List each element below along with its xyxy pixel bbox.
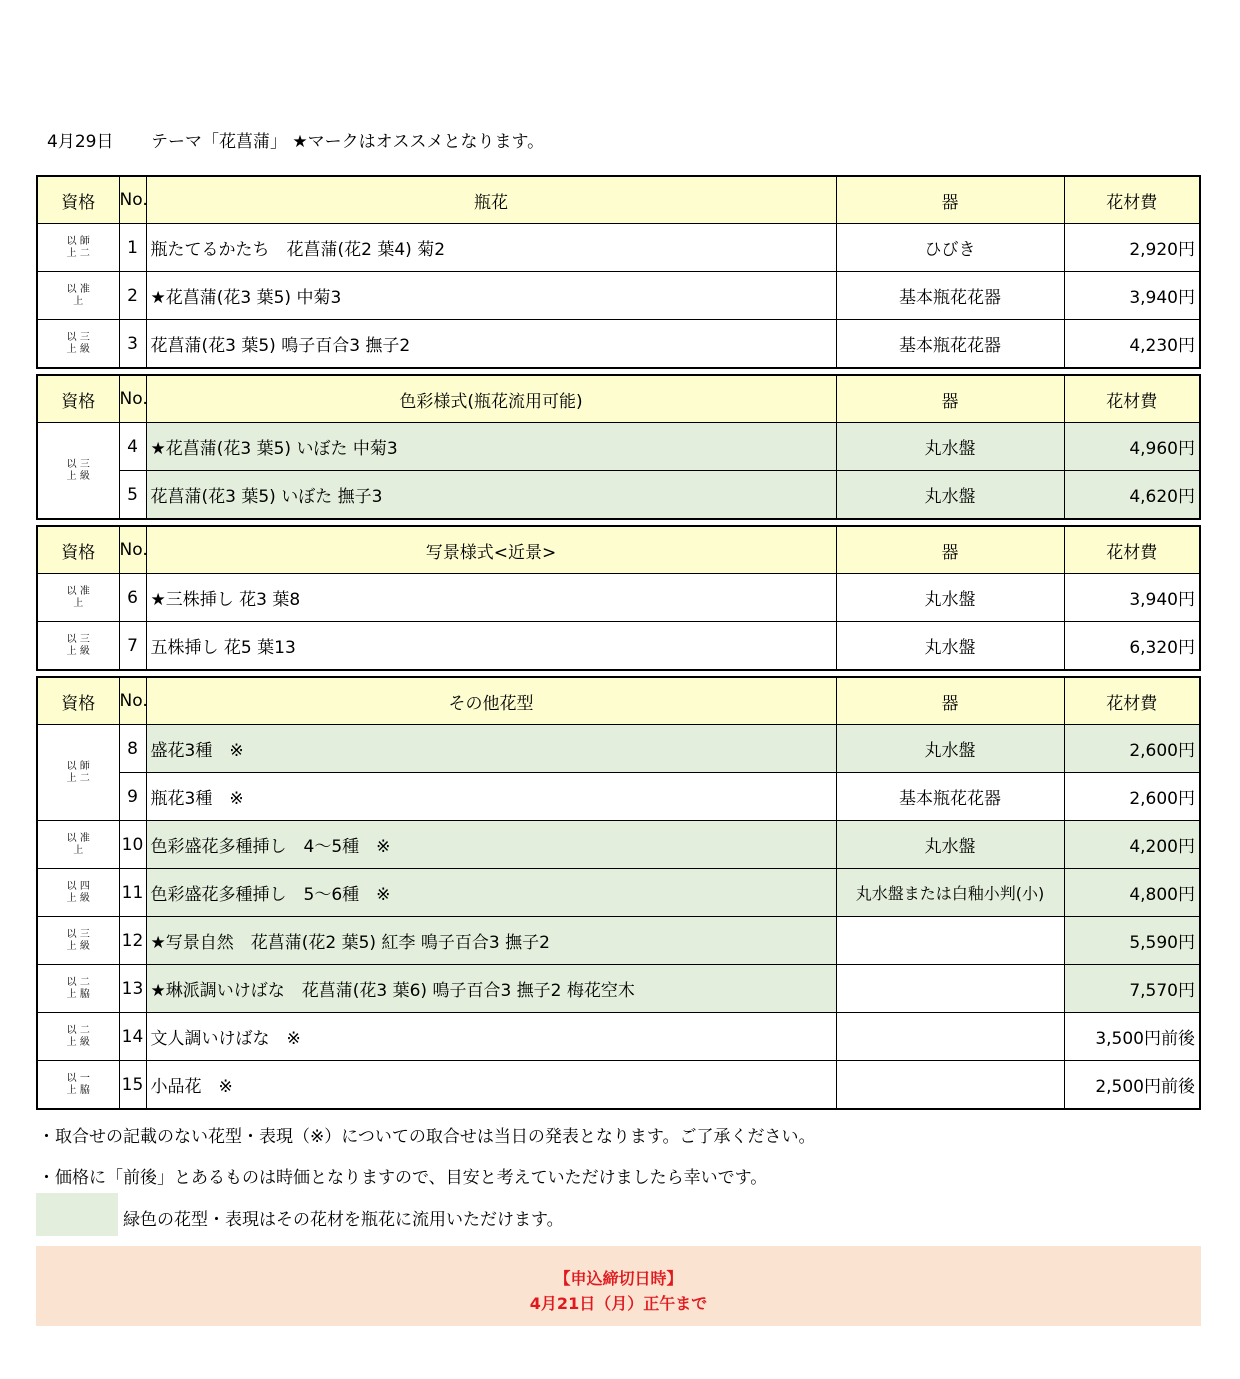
qualification-header: 資格	[37, 677, 119, 725]
row-number: 4	[119, 423, 146, 471]
row-number: 11	[119, 869, 146, 917]
section-header-row	[37, 677, 1200, 725]
row-number: 15	[119, 1061, 146, 1110]
deadline-box	[36, 1246, 1201, 1326]
qualification-line: 以 二	[66, 1024, 90, 1036]
table-row	[37, 272, 1200, 320]
row-number: 2	[119, 272, 146, 320]
flower-description: 盛花3種 ※	[146, 725, 836, 773]
section-title: 写景様式<近景>	[146, 526, 836, 574]
table-row	[37, 1013, 1200, 1061]
flower-description: ★花菖蒲(花3 葉5) 中菊3	[146, 272, 836, 320]
no-header: No.	[119, 677, 146, 725]
deadline-date: 4月21日（月）正午まで	[529, 1294, 708, 1313]
no-header: No.	[119, 176, 146, 224]
cost-header: 花材費	[1064, 677, 1200, 725]
cost-cell: 5,590円	[1064, 917, 1200, 965]
qualification-line: 以 二	[66, 976, 90, 988]
qualification-cell	[37, 320, 119, 369]
qualification-cell	[37, 622, 119, 671]
flower-description: ★三株挿し 花3 葉8	[146, 574, 836, 622]
cost-cell: 3,940円	[1064, 272, 1200, 320]
table-row	[37, 917, 1200, 965]
flower-description: 色彩盛花多種挿し 4～5種 ※	[146, 821, 836, 869]
cost-header: 花材費	[1064, 176, 1200, 224]
qualification-line: 以 師	[66, 760, 90, 772]
qualification-line: 上	[73, 597, 84, 609]
qualification-line: 上 級	[66, 645, 90, 657]
deadline-title: 【申込締切日時】	[554, 1269, 683, 1288]
legend-text: 緑色の花型・表現はその花材を瓶花に流用いただけます。	[123, 1210, 564, 1230]
vessel-cell	[836, 1013, 1064, 1061]
table-row	[37, 574, 1200, 622]
qualification-cell	[37, 1013, 119, 1061]
cost-header: 花材費	[1064, 375, 1200, 423]
section-title: その他花型	[146, 677, 836, 725]
section-table	[36, 175, 1201, 369]
flower-description: 花菖蒲(花3 葉5) いぼた 撫子3	[146, 471, 836, 520]
table-row	[37, 869, 1200, 917]
note-2: ・価格に「前後」とあるものは時価となりますので、目安と考えていただけましたら幸いです。	[38, 1168, 768, 1188]
qualification-cell	[37, 869, 119, 917]
qualification-line: 以 師	[66, 235, 90, 247]
vessel-header: 器	[836, 375, 1064, 423]
table-row	[37, 622, 1200, 671]
qualification-line: 以 四	[66, 880, 90, 892]
flower-description: ★琳派調いけばな 花菖蒲(花3 葉6) 鳴子百合3 撫子2 梅花空木	[146, 965, 836, 1013]
qualification-cell	[37, 1061, 119, 1110]
cost-cell: 3,940円	[1064, 574, 1200, 622]
table-row	[37, 773, 1200, 821]
qualification-cell	[37, 917, 119, 965]
flower-description: ★写景自然 花菖蒲(花2 葉5) 紅李 鳴子百合3 撫子2	[146, 917, 836, 965]
qualification-header: 資格	[37, 176, 119, 224]
note-1: ・取合せの記載のない花型・表現（※）についての取合せは当日の発表となります。ご了承ください。	[38, 1127, 816, 1147]
section-table	[36, 676, 1201, 1110]
section-header-row	[37, 375, 1200, 423]
no-header: No.	[119, 375, 146, 423]
qualification-cell	[37, 272, 119, 320]
table-row	[37, 965, 1200, 1013]
qualification-line: 以 准	[66, 832, 90, 844]
qualification-cell	[37, 574, 119, 622]
no-header: No.	[119, 526, 146, 574]
flower-description: 瓶花3種 ※	[146, 773, 836, 821]
table-row	[37, 471, 1200, 520]
qualification-line: 上 級	[66, 892, 90, 904]
qualification-line: 上 級	[66, 343, 90, 355]
table-row	[37, 1061, 1200, 1110]
table-row	[37, 821, 1200, 869]
vessel-cell: ひびき	[836, 224, 1064, 272]
row-number: 7	[119, 622, 146, 671]
flower-description: 文人調いけばな ※	[146, 1013, 836, 1061]
flower-description: 色彩盛花多種挿し 5～6種 ※	[146, 869, 836, 917]
qualification-line: 上	[73, 295, 84, 307]
legend-swatch	[36, 1193, 118, 1236]
vessel-cell: 基本瓶花花器	[836, 320, 1064, 369]
qualification-line: 上 二	[66, 247, 90, 259]
qualification-header: 資格	[37, 526, 119, 574]
qualification-cell	[37, 423, 119, 520]
cost-cell: 4,800円	[1064, 869, 1200, 917]
page-header	[47, 127, 544, 152]
cost-cell: 4,230円	[1064, 320, 1200, 369]
row-number: 8	[119, 725, 146, 773]
theme-text: テーマ「花菖蒲」 ★マークはオススメとなります。	[151, 132, 545, 152]
vessel-cell	[836, 1061, 1064, 1110]
qualification-line: 以 三	[66, 928, 90, 940]
qualification-line: 上 級	[66, 470, 90, 482]
cost-header: 花材費	[1064, 526, 1200, 574]
cost-cell: 2,500円前後	[1064, 1061, 1200, 1110]
cost-cell: 2,600円	[1064, 773, 1200, 821]
vessel-cell: 丸水盤	[836, 423, 1064, 471]
vessel-header: 器	[836, 526, 1064, 574]
vessel-cell	[836, 917, 1064, 965]
qualification-line: 上	[73, 844, 84, 856]
qualification-line: 上 級	[66, 940, 90, 952]
table-row	[37, 423, 1200, 471]
section-table	[36, 525, 1201, 671]
section-title: 色彩様式(瓶花流用可能)	[146, 375, 836, 423]
qualification-line: 上 脇	[66, 988, 90, 1000]
table-row	[37, 320, 1200, 369]
qualification-cell	[37, 965, 119, 1013]
row-number: 6	[119, 574, 146, 622]
vessel-cell: 丸水盤	[836, 471, 1064, 520]
vessel-cell: 丸水盤	[836, 725, 1064, 773]
row-number: 3	[119, 320, 146, 369]
table-row	[37, 725, 1200, 773]
qualification-line: 上 級	[66, 1036, 90, 1048]
event-date: 4月29日	[47, 132, 114, 152]
vessel-cell: 基本瓶花花器	[836, 272, 1064, 320]
qualification-line: 以 三	[66, 458, 90, 470]
row-number: 13	[119, 965, 146, 1013]
flower-description: 花菖蒲(花3 葉5) 鳴子百合3 撫子2	[146, 320, 836, 369]
qualification-line: 上 脇	[66, 1084, 90, 1096]
section-title: 瓶花	[146, 176, 836, 224]
cost-cell: 4,200円	[1064, 821, 1200, 869]
row-number: 12	[119, 917, 146, 965]
row-number: 14	[119, 1013, 146, 1061]
qualification-cell	[37, 224, 119, 272]
vessel-cell	[836, 965, 1064, 1013]
row-number: 1	[119, 224, 146, 272]
vessel-header: 器	[836, 677, 1064, 725]
vessel-header: 器	[836, 176, 1064, 224]
vessel-cell: 丸水盤	[836, 821, 1064, 869]
row-number: 10	[119, 821, 146, 869]
section-header-row	[37, 176, 1200, 224]
qualification-cell	[37, 821, 119, 869]
row-number: 9	[119, 773, 146, 821]
qualification-line: 以 三	[66, 331, 90, 343]
cost-cell: 4,960円	[1064, 423, 1200, 471]
section-header-row	[37, 526, 1200, 574]
cost-cell: 6,320円	[1064, 622, 1200, 671]
cost-cell: 3,500円前後	[1064, 1013, 1200, 1061]
flower-description: 五株挿し 花5 葉13	[146, 622, 836, 671]
cost-cell: 2,920円	[1064, 224, 1200, 272]
flower-description: ★花菖蒲(花3 葉5) いぼた 中菊3	[146, 423, 836, 471]
flower-description: 小品花 ※	[146, 1061, 836, 1110]
qualification-line: 以 准	[66, 283, 90, 295]
row-number: 5	[119, 471, 146, 520]
vessel-cell: 丸水盤	[836, 622, 1064, 671]
qualification-cell	[37, 725, 119, 821]
cost-cell: 2,600円	[1064, 725, 1200, 773]
flower-description: 瓶たてるかたち 花菖蒲(花2 葉4) 菊2	[146, 224, 836, 272]
qualification-line: 以 三	[66, 633, 90, 645]
section-table	[36, 374, 1201, 520]
vessel-cell: 丸水盤または白釉小判(小)	[836, 869, 1064, 917]
cost-cell: 7,570円	[1064, 965, 1200, 1013]
cost-cell: 4,620円	[1064, 471, 1200, 520]
vessel-cell: 丸水盤	[836, 574, 1064, 622]
vessel-cell: 基本瓶花花器	[836, 773, 1064, 821]
qualification-line: 上 二	[66, 772, 90, 784]
qualification-line: 以 一	[66, 1072, 90, 1084]
qualification-line: 以 准	[66, 585, 90, 597]
qualification-header: 資格	[37, 375, 119, 423]
table-row	[37, 224, 1200, 272]
